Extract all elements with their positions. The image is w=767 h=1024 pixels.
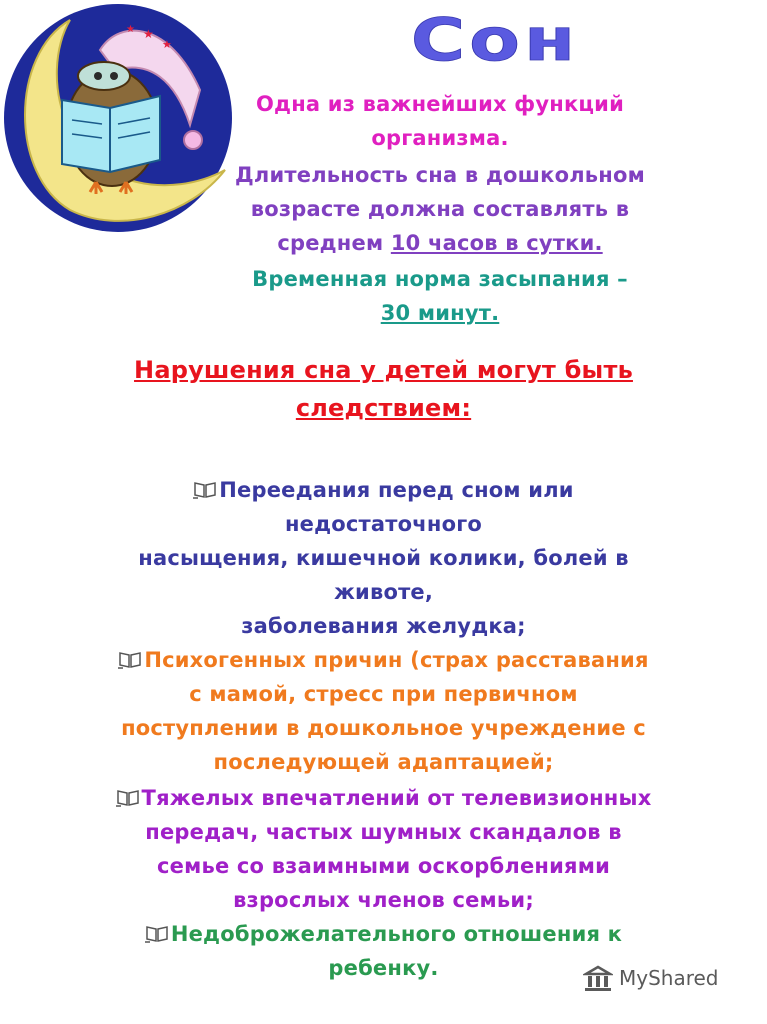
cause-item-3-line-1: Тяжелых впечатлений от телевизионных	[141, 786, 652, 810]
disorders-heading-line-1: Нарушения сна у детей могут быть	[134, 356, 633, 384]
book-bullet-icon	[118, 651, 142, 669]
fall-asleep-norm-value: 30 минут.	[380, 301, 500, 325]
cause-item-1-line-2: недостаточного	[284, 512, 483, 536]
cause-item-1	[0, 478, 767, 502]
disorders-heading-line-2: следствием:	[295, 394, 472, 422]
intro-line-3: Длительность сна в дошкольном	[235, 163, 645, 187]
intro-line-5-prefix: среднем	[277, 231, 391, 255]
cause-item-1-line-5: заболевания желудка;	[241, 614, 526, 638]
cause-item-1-line-4: животе,	[333, 580, 434, 604]
intro-line-2: организма.	[371, 126, 509, 150]
svg-text:★: ★	[162, 38, 172, 51]
svg-text:★: ★	[126, 24, 135, 35]
myshared-watermark	[583, 962, 719, 994]
cause-item-3-line-3: семье со взаимными оскорблениями	[157, 854, 610, 878]
cause-item-3-line-2: передач, частых шумных скандалов в	[145, 820, 622, 844]
cause-item-2-line-4: последующей адаптацией;	[213, 750, 554, 774]
page-title-text: Сон	[410, 5, 580, 74]
intro-line-5	[120, 231, 760, 255]
cause-item-4-line-1: Недоброжелательного отношения к	[170, 922, 623, 946]
page-title	[300, 4, 690, 74]
cause-item-4	[0, 922, 767, 946]
cause-item-3-line-4: взрослых членов семьи;	[233, 888, 534, 912]
sleep-duration-value: 10 часов в сутки.	[390, 231, 603, 255]
book-bullet-icon	[116, 789, 140, 807]
cause-item-3	[0, 786, 767, 810]
cause-item-2	[0, 648, 767, 672]
book-bullet-icon	[193, 481, 217, 499]
cause-item-1-line-3: насыщения, кишечной колики, болей в	[138, 546, 629, 570]
svg-text:★: ★	[143, 27, 154, 41]
intro-line-6: Временная норма засыпания –	[252, 267, 628, 291]
intro-line-1: Одна из важнейших функций	[255, 92, 624, 116]
cause-item-1-line-1: Переедания перед сном или	[219, 478, 574, 502]
book-bullet-icon	[145, 925, 169, 943]
intro-line-4: возрасте должна составлять в	[250, 197, 630, 221]
cause-item-4-line-2: ребенку.	[328, 956, 439, 980]
cause-item-2-line-1: Психогенных причин (страх расставания	[144, 648, 649, 672]
cause-item-2-line-2: с мамой, стресс при первичном	[189, 682, 578, 706]
myshared-logo-icon	[583, 964, 613, 992]
myshared-watermark-text: MyShared	[619, 966, 719, 990]
cause-item-2-line-3: поступлении в дошкольное учреждение с	[121, 716, 646, 740]
